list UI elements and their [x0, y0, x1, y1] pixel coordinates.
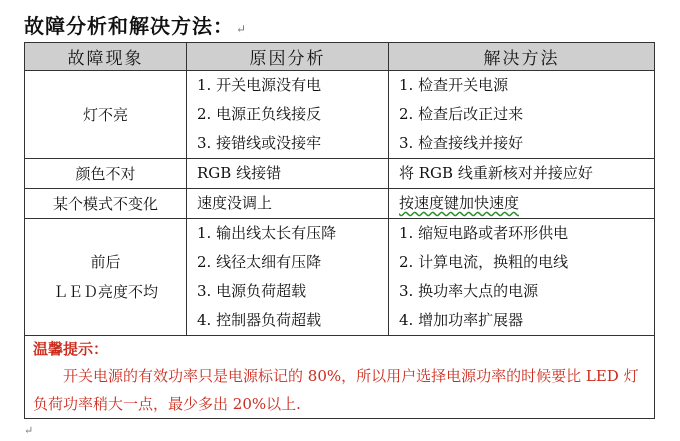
table-header-row: [25, 43, 655, 71]
solution-cell: [389, 219, 655, 336]
tip-row: [25, 336, 655, 419]
symptom-line: 前后: [90, 253, 121, 271]
header-symptom: 故障现象: [25, 43, 187, 71]
table-row: [25, 159, 655, 189]
solution-item: 4. 增加功率扩展器: [399, 311, 524, 329]
header-solution: 解决方法: [389, 43, 655, 71]
solution-item: 2. 计算电流，换粗的电线: [399, 253, 569, 271]
cause-item: 3. 接错线或没接牢: [197, 134, 322, 152]
symptom-cell: 灯不亮: [25, 71, 187, 159]
cause-item: 4. 控制器负荷超载: [197, 311, 322, 329]
table-row: [25, 219, 655, 336]
cause-cell: 速度没调上: [187, 189, 389, 219]
paragraph-mark-icon: ↵: [24, 424, 34, 437]
solution-item: 3. 换功率大点的电源: [399, 282, 539, 300]
cause-cell: RGB 线接错: [187, 159, 389, 189]
solution-cell: 将 RGB 线重新核对并接应好: [389, 159, 655, 189]
tip-cell: [25, 336, 655, 419]
symptom-cell: [25, 219, 187, 336]
page-title: 故障分析和解决方法： ↵: [24, 14, 248, 38]
cause-cell: [187, 219, 389, 336]
solution-cell: [389, 189, 655, 219]
cause-cell: [187, 71, 389, 159]
cause-item: 2. 线径太细有压降: [197, 253, 322, 271]
solution-item: 1. 检查开关电源: [399, 76, 509, 94]
solution-cell: [389, 71, 655, 159]
cause-item: 1. 输出线太长有压降: [197, 224, 337, 242]
symptom-cell: 颜色不对: [25, 159, 187, 189]
symptom-line: ＬＥＤ亮度不均: [52, 283, 158, 301]
cause-item: 2. 电源正负线接反: [197, 105, 322, 123]
cause-item: 1. 开关电源没有电: [197, 76, 322, 94]
table-row: [25, 71, 655, 159]
header-cause: 原因分析: [187, 43, 389, 71]
solution-item: 2. 检查后改正过来: [399, 105, 524, 123]
tip-heading: 温馨提示：: [33, 340, 109, 358]
cause-item: 3. 电源负荷超载: [197, 282, 307, 300]
paragraph-mark-icon: ↵: [236, 22, 248, 36]
tip-body: 开关电源的有效功率只是电源标记的 80%，所以用户选择电源功率的时候要比 LED 灯负荷功率稍大一点，最少多出 20%以上.: [33, 367, 639, 413]
symptom-cell: 某个模式不变化: [25, 189, 187, 219]
troubleshooting-table: [24, 42, 655, 419]
solution-text: 按速度键加快速度: [399, 194, 520, 212]
table-row: [25, 189, 655, 219]
solution-item: 3. 检查接线并接好: [399, 134, 524, 152]
solution-item: 1. 缩短电路或者环形供电: [399, 224, 569, 242]
